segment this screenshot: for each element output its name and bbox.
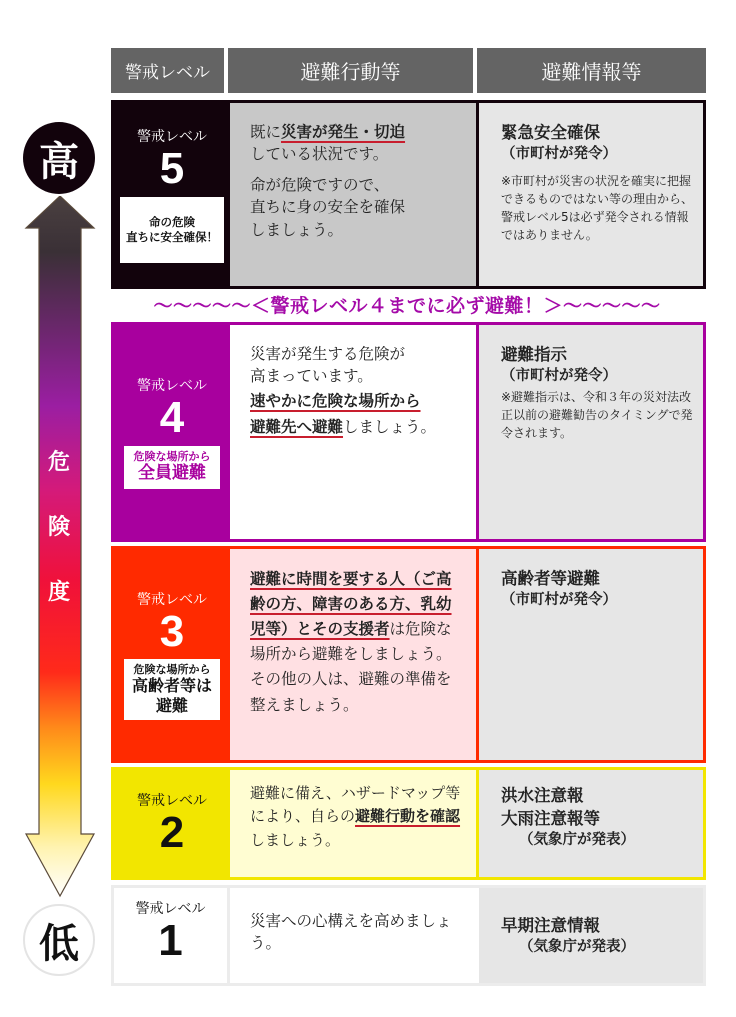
level-1-row (111, 885, 706, 986)
info-issuer: （気象庁が発表） (519, 832, 635, 849)
info-issuer: （気象庁が発表） (519, 939, 635, 956)
scale-char-1: 危 (47, 450, 70, 475)
badge-line: 全員避難 (138, 463, 206, 484)
level-2-row (111, 767, 706, 880)
badge-line: 直ちに安全確保！ (126, 229, 218, 244)
level-number: 4 (159, 393, 185, 443)
action-text: 命が危険ですので、 (250, 175, 390, 194)
level-label: 警戒レベル (137, 129, 207, 146)
level-3-action (230, 549, 479, 760)
header-evacuation-info: 避難情報等 (477, 48, 706, 93)
level-number: 5 (159, 144, 185, 194)
action-text: 直ちに身の安全を確保 (250, 198, 406, 217)
action-text: 災害が発生する危険が (250, 345, 406, 363)
action-emphasis: 速やかに危険な場所から (250, 391, 421, 410)
level-5-cell (114, 103, 230, 286)
action-emphasis: 支援者 (343, 620, 390, 639)
action-emphasis: 避難に時間を要する人 (250, 570, 406, 588)
badge-line: 危険な場所から (133, 449, 211, 463)
badge-line: 命の危険 (149, 215, 195, 230)
level-2-cell (114, 770, 230, 877)
action-text: 災害への心構えを高めましょう。 (250, 912, 452, 953)
info-title: 大雨注意報等 (501, 809, 600, 829)
header-evacuation-action: 避難行動等 (228, 48, 473, 93)
level-5-badge (120, 197, 224, 263)
level-1-info (479, 888, 703, 983)
scale-char-2: 険 (47, 515, 70, 540)
header-alert-level: 警戒レベル (111, 48, 224, 93)
level-label: 警戒レベル (135, 901, 206, 917)
level-number: 2 (159, 808, 185, 858)
info-note: ※市町村が災害の状況を確実に把握できるものではない等の理由から、警戒レベル5は必ず発令される情報ではありません。 (501, 174, 694, 243)
level-5-info (479, 103, 703, 286)
info-title: 早期注意情報 (501, 916, 600, 935)
level-3-cell (114, 549, 230, 760)
level-4-row (111, 322, 706, 542)
level-4-action (230, 325, 479, 539)
action-text: 既に (250, 123, 282, 141)
action-emphasis: （ご高齢の方、障害のある方、乳幼児等）とその (250, 570, 452, 639)
scale-char-3: 度 (47, 580, 70, 605)
action-text: しましょう。 (343, 418, 437, 437)
action-text: は危険な場所から避難をしましょう。その他の人は、避難の準備を整えましょう。 (250, 620, 452, 714)
danger-scale-arrow-icon (24, 196, 96, 898)
level-3-info (479, 549, 703, 760)
info-title: 高齢者等避難 (501, 569, 600, 588)
level-label: 警戒レベル (137, 793, 207, 810)
info-issuer: （市町村が発令） (501, 592, 617, 609)
action-text: 高まっています。 (250, 367, 373, 386)
badge-line: 危険な場所から (133, 662, 211, 676)
info-title: 緊急安全確保 (501, 123, 600, 142)
level-number: 1 (158, 916, 183, 965)
action-text: しましょう。 (250, 220, 344, 239)
action-emphasis: 避難行動を確認 (355, 807, 461, 826)
level-3-badge (124, 659, 220, 721)
level-number: 3 (159, 606, 185, 656)
info-note: ※避難指示は、令和３年の災対法改正以前の避難勧告のタイミングで発令されます。 (501, 390, 693, 441)
level-2-info (479, 770, 703, 877)
action-text: 避難に備え、ハザードマップ等により、自らの (250, 784, 461, 826)
badge-line: 高齢者等は (131, 676, 212, 696)
level-label: 警戒レベル (137, 591, 207, 608)
info-title: 避難指示 (501, 345, 567, 364)
action-emphasis: 災害が発生・切迫 (281, 123, 406, 141)
level-3-row (111, 546, 706, 763)
low-indicator: 低 (23, 904, 95, 976)
evacuate-by-level-4-banner: 〜〜〜〜〜＜警戒レベル４までに必ず避難！＞〜〜〜〜〜 (153, 295, 661, 317)
level-4-info (479, 325, 703, 539)
level-5-row (111, 100, 706, 289)
info-issuer: （市町村が発令） (501, 368, 617, 385)
level-1-action (230, 888, 479, 983)
info-title: 洪水注意報 (501, 786, 584, 805)
level-label: 警戒レベル (137, 378, 207, 395)
level-1-cell (114, 888, 230, 983)
action-text: しましょう。 (250, 830, 341, 849)
level-4-cell (114, 325, 230, 539)
level-2-action (230, 770, 479, 877)
level-4-badge (124, 446, 220, 489)
action-text: している状況です。 (250, 145, 389, 164)
high-indicator: 高 (23, 122, 95, 194)
action-emphasis: 避難先へ避難 (250, 418, 344, 437)
level-5-action (230, 103, 479, 286)
info-issuer: （市町村が発令） (501, 146, 617, 163)
badge-line: 避難 (155, 696, 188, 716)
